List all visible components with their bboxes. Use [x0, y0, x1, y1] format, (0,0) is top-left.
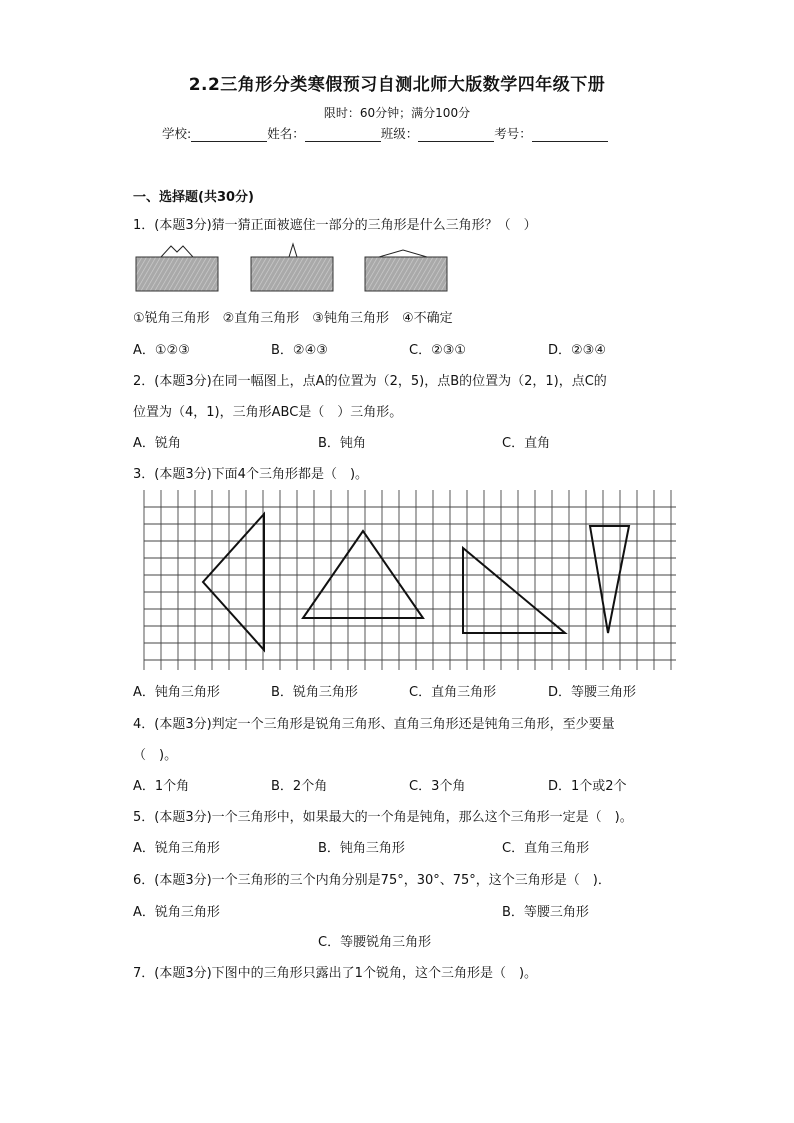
- q1-option-d[interactable]: D．②③④: [548, 343, 606, 358]
- covered-triangle-3: [365, 250, 447, 291]
- name-blank[interactable]: [305, 128, 381, 142]
- q4-option-d[interactable]: D．1个或2个: [548, 779, 627, 794]
- q4-option-a[interactable]: A．1个角: [133, 779, 190, 794]
- triangle-4: [590, 526, 629, 633]
- school-blank[interactable]: [191, 128, 267, 142]
- question-1-choices: ①锐角三角形 ②直角三角形 ③钝角三角形 ④不确定: [133, 311, 453, 326]
- q6-option-b[interactable]: B．等腰三角形: [502, 905, 589, 920]
- covered-triangles-figure: [133, 240, 453, 296]
- q3-option-d[interactable]: D．等腰三角形: [548, 685, 637, 700]
- covered-triangle-1: [136, 246, 218, 291]
- q5-option-b[interactable]: B．钝角三角形: [318, 841, 405, 856]
- question-5-text: 5．(本题3分)一个三角形中，如果最大的一个角是钝角，那么这个三角形一定是（ )。: [133, 810, 633, 825]
- student-info-fields: [162, 124, 608, 142]
- q3-option-c[interactable]: C．直角三角形: [409, 685, 497, 700]
- q4-option-c[interactable]: C．3个角: [409, 779, 466, 794]
- q6-option-a[interactable]: A．锐角三角形: [133, 905, 220, 920]
- page-title: 2.2三角形分类寒假预习自测北师大版数学四年级下册: [188, 75, 606, 95]
- question-4-text-line2: （ )。: [133, 748, 178, 763]
- question-2-text-line2: 位置为（4，1)，三角形ABC是（ ）三角形。: [133, 405, 403, 420]
- q3-option-b[interactable]: B．锐角三角形: [271, 685, 358, 700]
- class-blank[interactable]: [418, 128, 494, 142]
- number-label: 考号：: [494, 126, 532, 141]
- question-4-text-line1: 4．(本题3分)判定一个三角形是锐角三角形、直角三角形还是钝角三角形，至少要量: [133, 717, 615, 732]
- triangle-3: [463, 548, 565, 633]
- q5-option-a[interactable]: A．锐角三角形: [133, 841, 220, 856]
- question-3-text: 3．(本题3分)下面4个三角形都是（ )。: [133, 467, 369, 482]
- q1-option-a[interactable]: A．①②③: [133, 343, 190, 358]
- school-label: 学校:: [162, 126, 192, 141]
- q1-option-b[interactable]: B．②④③: [271, 343, 328, 358]
- q2-option-b[interactable]: B．钝角: [318, 436, 366, 451]
- q1-option-c[interactable]: C．②③①: [409, 343, 467, 358]
- question-2-text-line1: 2．(本题3分)在同一幅图上，点A的位置为（2，5)，点B的位置为（2，1)，点C的: [133, 374, 607, 389]
- section-title: 一、选择题(共30分): [133, 190, 254, 205]
- grid-lines: [144, 490, 676, 670]
- q2-option-a[interactable]: A．锐角: [133, 436, 181, 451]
- q2-option-c[interactable]: C．直角: [502, 436, 551, 451]
- number-blank[interactable]: [532, 128, 608, 142]
- question-7-text: 7．(本题3分)下图中的三角形只露出了1个锐角，这个三角形是（ )。: [133, 966, 538, 981]
- triangles-grid-figure: [140, 488, 680, 674]
- q3-option-a[interactable]: A．钝角三角形: [133, 685, 220, 700]
- q5-option-c[interactable]: C．直角三角形: [502, 841, 590, 856]
- name-label: 姓名：: [267, 126, 305, 141]
- time-limit-text: 限时：60分钟；满分100分: [323, 106, 471, 120]
- question-1-text: 1．(本题3分)猜一猜正面被遮住一部分的三角形是什么三角形？（ ）: [133, 218, 537, 233]
- triangle-2: [303, 531, 423, 618]
- q4-option-b[interactable]: B．2个角: [271, 779, 328, 794]
- question-6-text: 6．(本题3分)一个三角形的三个内角分别是75°，30°、75°，这个三角形是（ )．: [133, 873, 611, 888]
- q6-option-c[interactable]: C．等腰锐角三角形: [318, 935, 432, 950]
- class-label: 班级：: [380, 126, 419, 141]
- covered-triangle-2: [251, 244, 333, 291]
